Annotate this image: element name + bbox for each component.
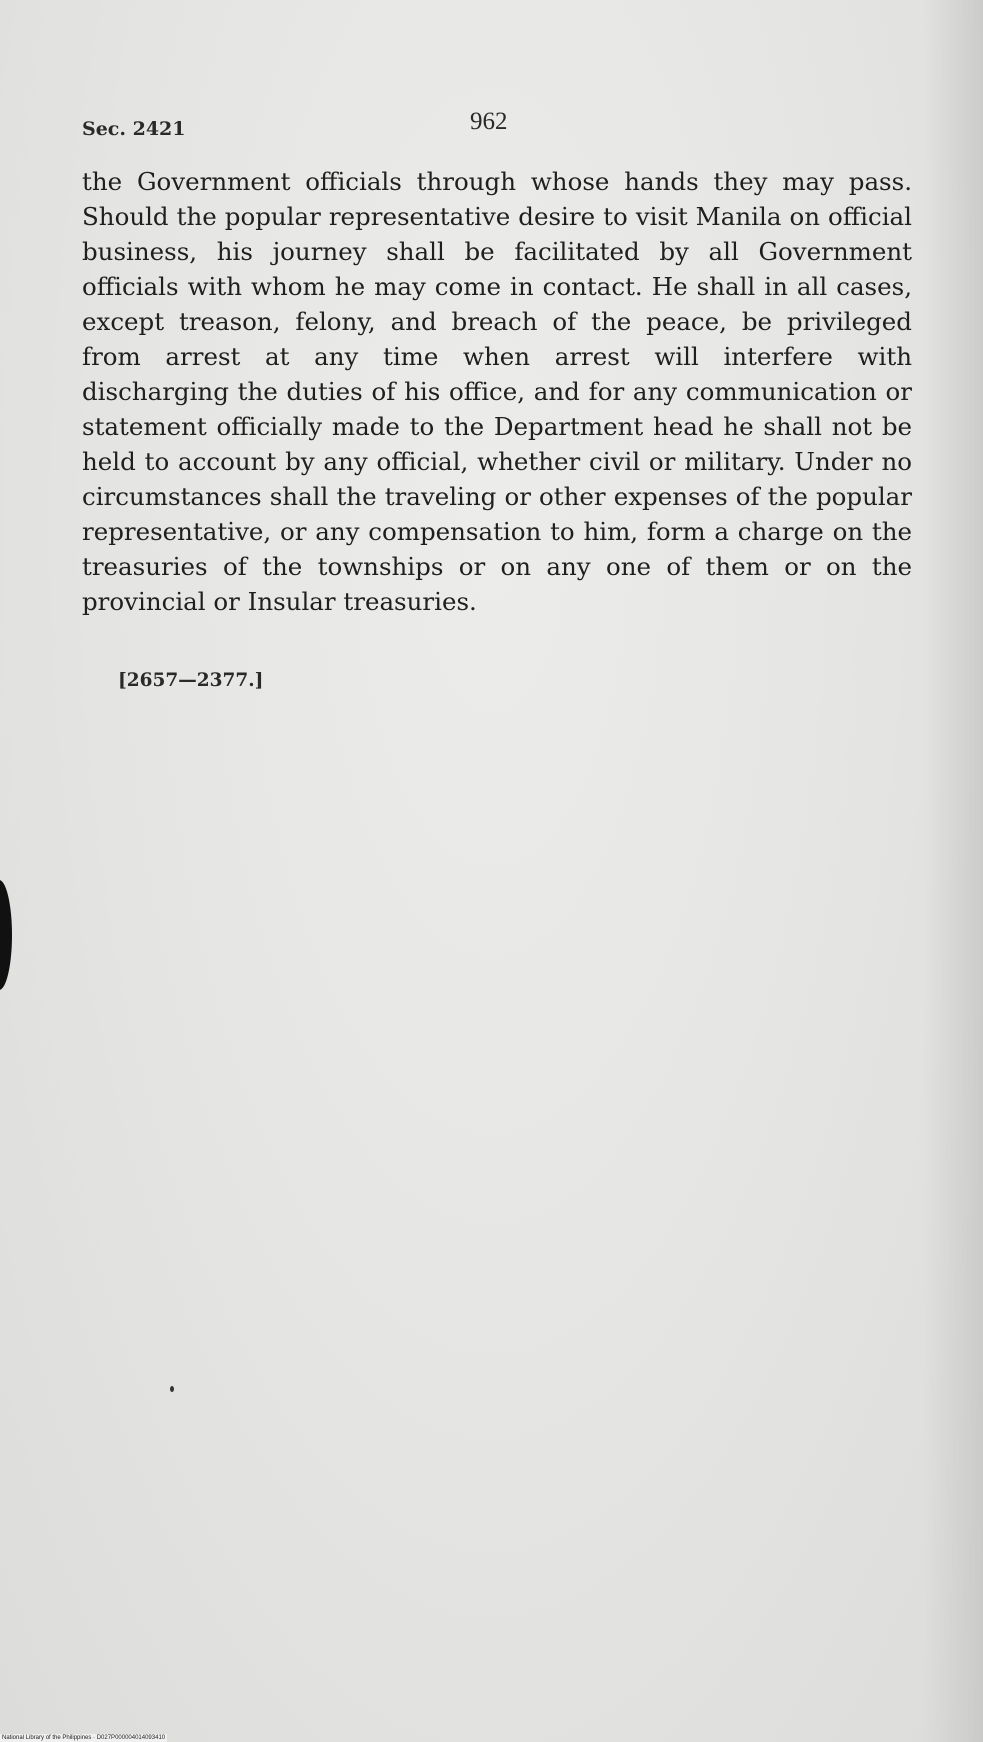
section-number: Sec. 2421 <box>82 118 186 140</box>
ink-speck <box>170 1386 174 1392</box>
scan-edge-mark <box>0 880 12 990</box>
body-paragraph: the Government officials through whose hands they may pass. Should the popular representative desire to visit Manila on official business, his journey shall be facilitated by all Government officials with whom he may come in contact. He shall in all cases, except treason, felony, and breach of the peace, be privileged from arrest at any time when arrest will interfere with discharging the duties of his office, and for any communication or statement officially made to the Department head he shall not be held to account by any official, whether civil or military. Under no circumstances shall the traveling or other expenses of the popular representative, or any compensation to him, form a charge on the treasuries of the townships or on any one of them or on the provincial or Insular treasuries. <box>82 167 912 616</box>
body-text <box>82 164 912 619</box>
page-shadow <box>923 0 983 1742</box>
library-watermark: National Library of the Philippines · D027P000004014093410 <box>2 1735 166 1741</box>
page-number: 962 <box>470 108 508 135</box>
citation: [2657—2377.] <box>118 670 264 691</box>
